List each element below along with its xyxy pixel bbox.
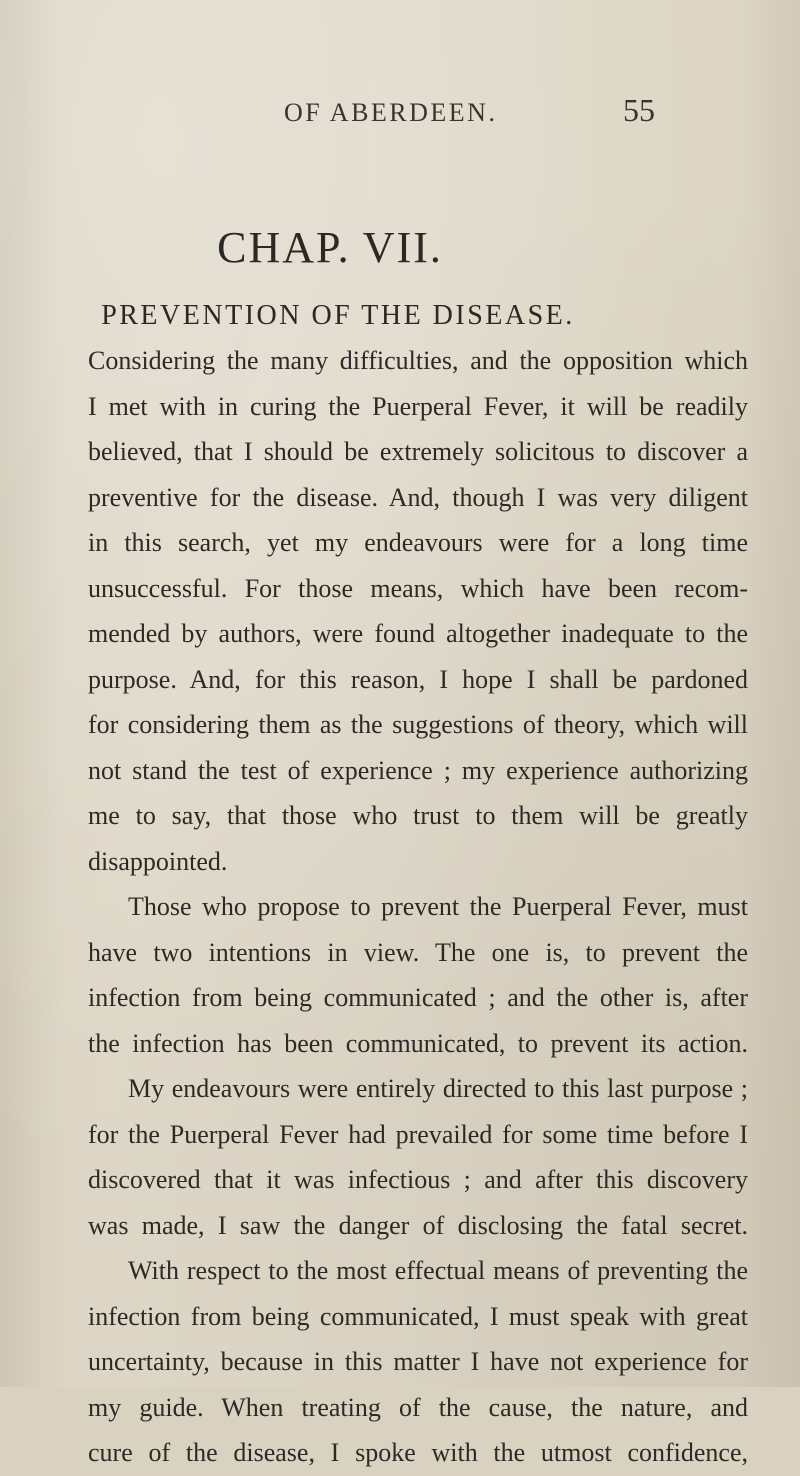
text-line: for the Puerperal Fever had prevailed for some time before I: [88, 1119, 748, 1149]
text-line: mended by authors, were found altogether inadequate to the: [88, 619, 748, 648]
text-line: unsuccessful. For those means, which have been recom-: [88, 573, 748, 603]
text-line: preventive for the disease. And, though I was very diligent: [88, 482, 748, 512]
text-line: infection from being communicated, I must speak with great: [88, 1301, 748, 1331]
text-line: I met with in curing the Puerperal Fever, it will be readily: [88, 391, 748, 421]
text-line: Those who propose to prevent the Puerperal Fever, must: [128, 892, 748, 921]
text-line: discovered that it was infectious ; and after this discovery: [88, 1165, 748, 1194]
text-line: my guide. When treating of the cause, the nature, and: [88, 1392, 748, 1422]
text-line: Considering the many difficulties, and the opposition which: [88, 346, 748, 375]
text-line: was made, I saw the danger of disclosing the fatal secret.: [88, 1210, 748, 1240]
text-line: With respect to the most effectual means of preventing the: [128, 1256, 748, 1285]
text-line: for considering them as the suggestions of theory, which will: [88, 710, 748, 739]
text-line: have two intentions in view. The one is, to prevent the: [88, 937, 748, 967]
text-line: purpose. And, for this reason, I hope I shall be pardoned: [88, 664, 748, 694]
chapter-heading: CHAP. VII.: [217, 223, 443, 272]
body-text: [88, 338, 748, 1476]
text-line: me to say, that those who trust to them will be greatly: [88, 801, 748, 830]
text-line: believed, that I should be extremely solicitous to discover a: [88, 437, 748, 466]
text-line: in this search, yet my endeavours were for a long time: [88, 528, 748, 557]
text-line: cure of the disease, I spoke with the utmost confidence,: [88, 1438, 748, 1467]
running-title: OF ABERDEEN.: [284, 98, 498, 127]
page-number: 55: [623, 92, 655, 128]
text-line: disappointed.: [88, 846, 228, 876]
text-line: infection from being communicated ; and the other is, after: [88, 983, 748, 1012]
text-line: My endeavours were entirely directed to this last purpose ;: [128, 1074, 748, 1103]
chapter-title: PREVENTION OF THE DISEASE.: [101, 300, 575, 331]
text-line: not stand the test of experience ; my experience authorizing: [88, 755, 748, 785]
text-line: the infection has been communicated, to prevent its action.: [88, 1028, 748, 1058]
text-line: uncertainty, because in this matter I have not experience for: [88, 1347, 748, 1376]
